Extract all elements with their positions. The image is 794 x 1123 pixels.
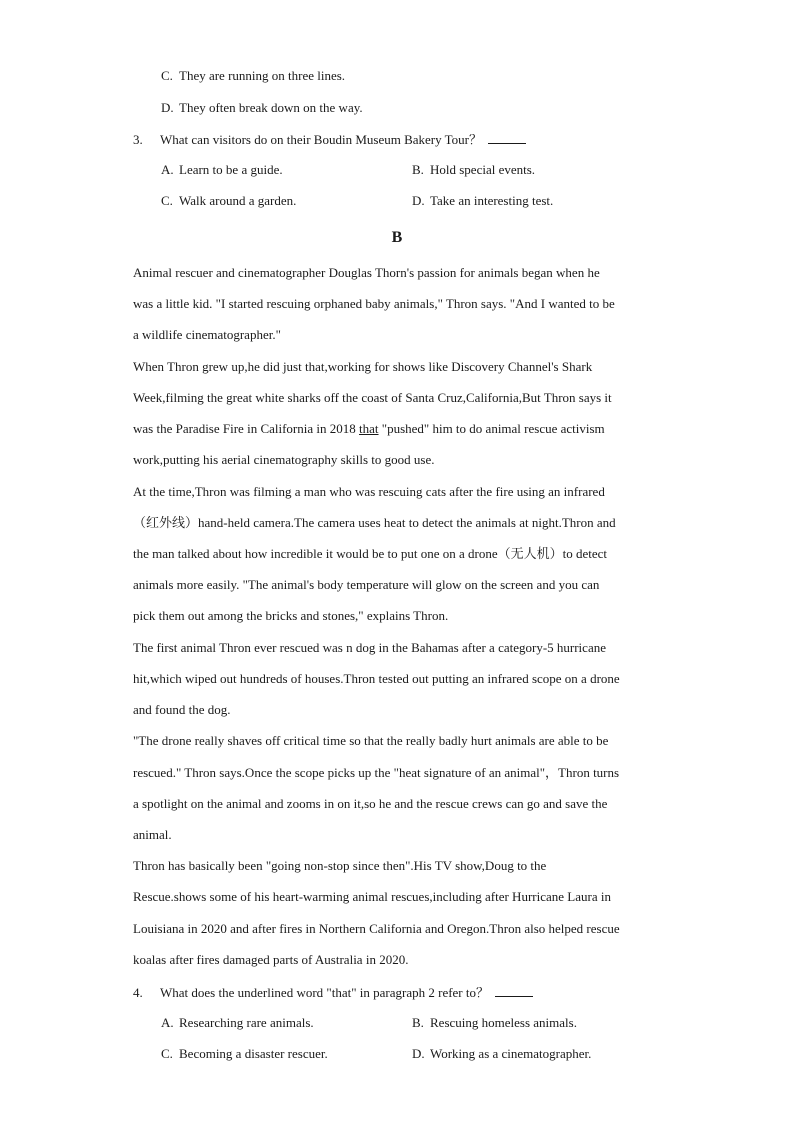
passage-line: （红外线）hand-held camera.The camera uses heat to detect the animals at night.Thron and (133, 515, 616, 530)
passage-line: work,putting his aerial cinematography skills to good use. (133, 452, 435, 467)
passage-line: a spotlight on the animal and zooms in on it,so he and the rescue crews can go and save the (133, 796, 608, 811)
option-letter: B. (412, 1015, 424, 1030)
option-text: Hold special events. (430, 162, 536, 177)
question-number: 4. (133, 985, 143, 1000)
q2-option-d (161, 100, 363, 116)
q4-option-c (161, 1046, 328, 1062)
q3-option-a (161, 162, 283, 178)
answer-blank (488, 131, 526, 144)
passage-line: hit,which wiped out hundreds of houses.Thron tested out putting an infrared scope on a drone (133, 671, 620, 686)
question-3 (133, 131, 526, 148)
q4-option-a (161, 1015, 314, 1031)
passage-line-tail: "pushed" him to do animal rescue activism (378, 421, 605, 436)
option-letter: A. (161, 162, 174, 177)
passage-line: Louisiana in 2020 and after fires in Northern California and Oregon.Thron also helped rescue (133, 921, 620, 936)
q3-option-c (161, 193, 296, 209)
q3-option-d (412, 193, 553, 209)
q3-option-b (412, 162, 535, 178)
question-4 (133, 984, 533, 1001)
passage-line: a wildlife cinematographer." (133, 327, 281, 342)
passage-line: pick them out among the bricks and stones," explains Thron. (133, 608, 449, 623)
passage-line: Animal rescuer and cinematographer Douglas Thorn's passion for animals began when he (133, 265, 600, 280)
option-text: Take an interesting test. (430, 193, 554, 208)
option-letter: B. (412, 162, 424, 177)
passage-line: At the time,Thron was filming a man who was rescuing cats after the fire using an infrared (133, 484, 605, 499)
option-text: Rescuing homeless animals. (430, 1015, 577, 1030)
passage-line: Rescue.shows some of his heart-warming animal rescues,including after Hurricane Laura in (133, 889, 611, 904)
q4-option-d (412, 1046, 591, 1062)
passage-line-head: was the Paradise Fire in California in 2018 (133, 421, 360, 436)
passage-line: rescued." Thron says.Once the scope picks up the "heat signature of an animal"，Thron turns (133, 765, 620, 780)
option-text: They often break down on the way. (179, 100, 363, 115)
passage-line: When Thron grew up,he did just that,working for shows like Discovery Channel's Shark (133, 359, 593, 374)
q4-option-b (412, 1015, 577, 1031)
question-text: What does the underlined word "that" in paragraph 2 refer to？ (160, 985, 489, 1000)
passage-line: the man talked about how incredible it would be to put one on a drone（无人机）to detect (133, 546, 608, 561)
option-text: They are running on three lines. (179, 68, 346, 83)
question-number: 3. (133, 132, 143, 147)
passage-line: koalas after fires damaged parts of Australia in 2020. (133, 952, 409, 967)
option-text: Walk around a garden. (179, 193, 297, 208)
question-text: What can visitors do on their Boudin Museum Bakery Tour？ (160, 132, 482, 147)
passage-line: was a little kid. "I started rescuing orphaned baby animals," Thron says. "And I wanted to be (133, 296, 615, 311)
option-text: Becoming a disaster rescuer. (179, 1046, 328, 1061)
passage-line: animals more easily. "The animal's body temperature will glow on the screen and you can (133, 577, 600, 592)
option-letter: C. (161, 68, 173, 83)
option-text: Learn to be a guide. (179, 162, 283, 177)
option-letter: C. (161, 193, 173, 208)
option-letter: C. (161, 1046, 173, 1061)
passage-line: "The drone really shaves off critical time so that the really badly hurt animals are able to be (133, 733, 609, 748)
option-text: Working as a cinematographer. (430, 1046, 592, 1061)
q2-option-c (161, 68, 345, 84)
option-letter: D. (161, 100, 174, 115)
option-letter: D. (412, 1046, 425, 1061)
passage-line: Thron has basically been "going non-stop since then".His TV show,Doug to the (133, 858, 547, 873)
passage-line-with-underline (133, 421, 605, 437)
answer-blank (495, 984, 533, 997)
passage-line: The first animal Thron ever rescued was n dog in the Bahamas after a category-5 hurricane (133, 640, 606, 655)
underlined-word: that (359, 421, 379, 436)
passage-line: animal. (133, 827, 172, 842)
passage-line: and found the dog. (133, 702, 231, 717)
option-letter: D. (412, 193, 425, 208)
section-heading: B (391, 229, 403, 246)
passage-line: Week,filming the great white sharks off the coast of Santa Cruz,California,But Thron says it (133, 390, 612, 405)
option-letter: A. (161, 1015, 174, 1030)
option-text: Researching rare animals. (179, 1015, 314, 1030)
